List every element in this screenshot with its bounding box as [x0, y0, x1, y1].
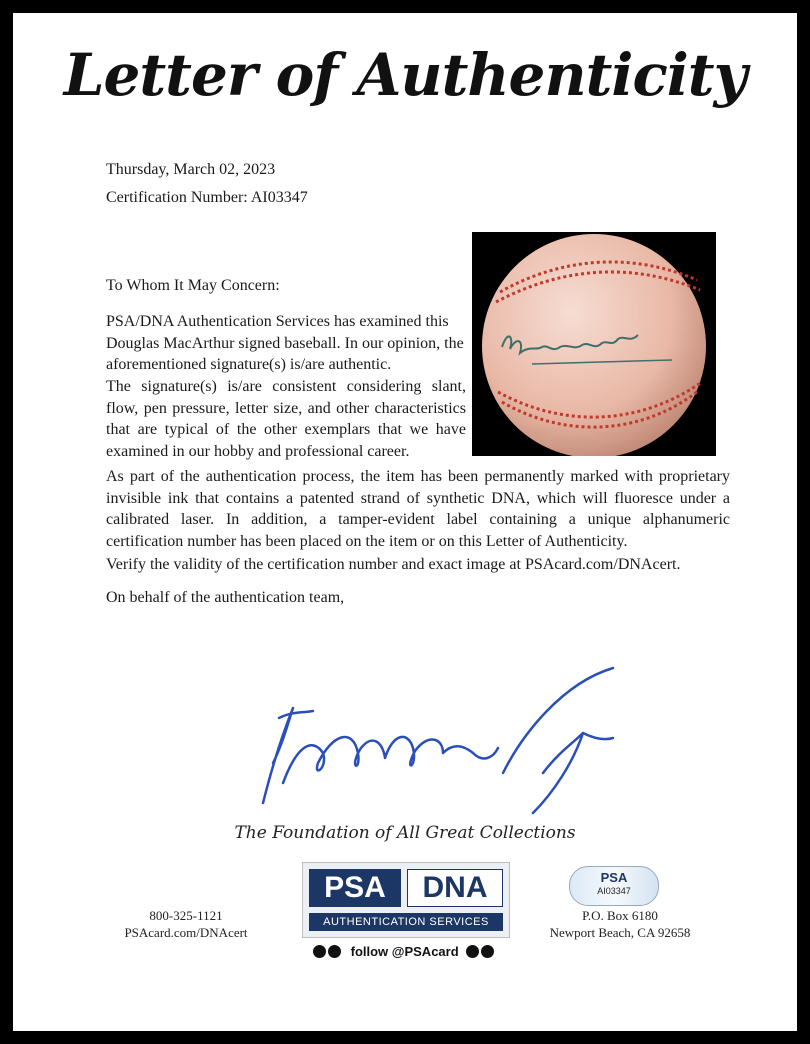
signed-baseball-photo: [472, 232, 716, 456]
verify-statement: Verify the validity of the certification number and exact image at PSAcard.com/DNAcert.: [106, 556, 681, 573]
social-handle: follow @PSAcard: [350, 944, 459, 960]
letter-date: Thursday, March 02, 2023: [106, 161, 276, 178]
psa-hologram-label: [569, 866, 659, 906]
letter-page: [13, 13, 797, 1031]
phone-number: 800-325-1121: [149, 908, 223, 923]
logo-subtitle: AUTHENTICATION SERVICES: [309, 913, 503, 931]
authenticator-signature: [243, 653, 623, 823]
hologram-number: AI03347: [597, 886, 631, 896]
greeting: To Whom It May Concern:: [106, 277, 280, 294]
po-box: P.O. Box 6180: [582, 908, 658, 923]
psa-dna-logo: [302, 862, 510, 938]
letter-title: Letter of Authenticity: [63, 41, 747, 109]
logo-psa: PSA: [309, 869, 401, 907]
foundation-tagline: The Foundation of All Great Collections: [234, 823, 576, 843]
dna-cert-site: PSAcard.com/DNAcert: [124, 925, 248, 940]
logo-dna: DNA: [407, 869, 503, 907]
instagram-icon: [466, 945, 479, 958]
hologram-brand: PSA: [600, 870, 628, 885]
closing-line: On behalf of the authentication team,: [106, 589, 345, 606]
body-paragraph-1: PSA/DNA Authentication Services has examined this Douglas MacArthur signed baseball. In our opinion, the aforementioned signature(s) is/are authentic.: [106, 313, 464, 373]
body-paragraph-3: As part of the authentication process, the item has been permanently marked with proprietary invisible ink that contains a patented strand of synthetic DNA, which will fluoresce under a calibrated laser. In addition, a tamper-evident label containing a unique alphanumeric certification number has been placed on the item or on this Letter of Authenticity.: [106, 468, 730, 550]
body-paragraph-2: The signature(s) is/are consistent considering slant, flow, pen pressure, letter size, and other characteristics that are typical of the other exemplars that we have examined in our hobby and professional career.: [106, 378, 466, 460]
certification-number: Certification Number: AI03347: [106, 189, 308, 206]
social-follow: [313, 943, 497, 963]
baseball-image: [472, 232, 716, 456]
youtube-icon: [481, 945, 494, 958]
city-address: Newport Beach, CA 92658: [549, 925, 691, 940]
facebook-icon: [313, 945, 326, 958]
contact-left: [106, 907, 266, 941]
contact-right: [540, 907, 700, 941]
twitter-icon: [328, 945, 341, 958]
